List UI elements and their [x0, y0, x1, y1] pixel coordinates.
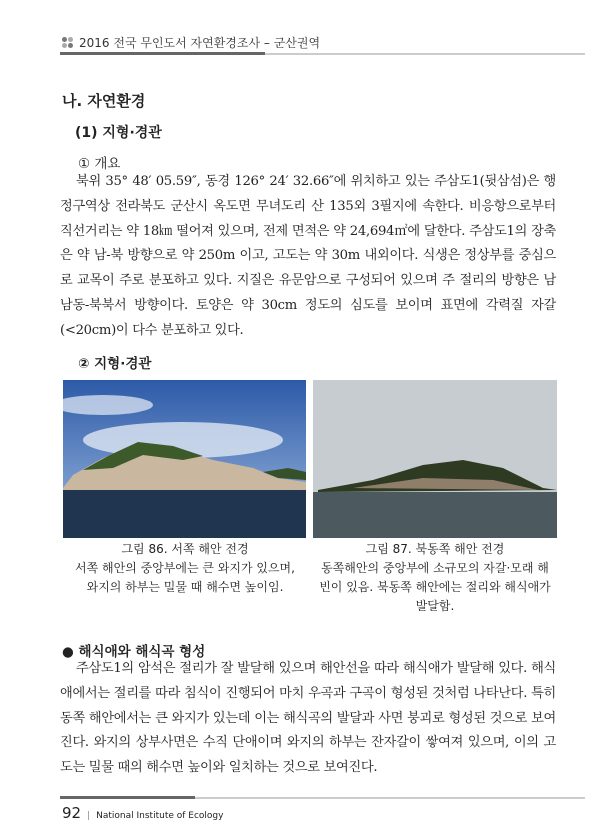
header-dots-icon: [62, 37, 73, 48]
overview-paragraph: 북위 35° 48′ 05.59″, 동경 126° 24′ 32.66″에 위치하고 있는 주삼도1(뒷삼섬)은 행정구역상 전라북도 군산시 옥도면 무녀도리 산 135외 3필지에 속한다. 비응항으로부터 직선거리는 약 18㎞ 떨어져 있으며, 전제 면적은 약 24,694㎡에 달한다. 주삼도1의 장축은 약 남-북 방향으로 약 250m 이고, 고도는 약 30m 내외이다. 식생은 정상부를 중심으로 교목이 주로 분포하고 있다. 지질은 유문암으로 구성되어 있으며 주 절리의 방향은 남남동-북북서 방향이다. 토양은 약 30cm 정도의 심도를 보이며 표면에 각력질 자갈(<20cm)이 다수 분포하고 있다.: [60, 174, 556, 338]
footer-rule-dark: [60, 796, 195, 799]
running-header: [62, 34, 320, 51]
figure-87-caption: 동쪽해안의 중앙부에 소규모의 자갈·모래 해빈이 있음. 북동쪽 해안에는 절리와 해식애가 발달함.: [319, 561, 551, 613]
figure-87-title: 그림 87. 북동쪽 해안 전경: [365, 542, 505, 556]
subsection-title: (1) 지형·경관: [75, 125, 162, 141]
figure-86-caption: 서쪽 해안의 중앙부에는 큰 와지가 있으며, 와지의 하부는 밀물 때 해수면 높이임.: [75, 561, 295, 594]
footer-rule-light: [195, 797, 585, 799]
cliff-heading-text: 해식애와 해식곡 형성: [78, 644, 206, 660]
bullet-icon: ●: [62, 644, 79, 660]
figure-86-title: 그림 86. 서쪽 해안 전경: [121, 542, 249, 556]
footer-separator: |: [87, 811, 91, 821]
landscape-heading: ② 지형·경관: [78, 356, 152, 372]
footer-institute: National Institute of Ecology: [96, 811, 224, 821]
northeast-coast-photo: [313, 380, 557, 538]
page-footer: [62, 804, 223, 822]
header-rule-light: [265, 53, 585, 55]
header-title: 2016 전국 무인도서 자연환경조사 – 군산권역: [79, 36, 321, 50]
header-rule-dark: [60, 52, 265, 55]
west-coast-photo: [63, 380, 306, 538]
overview-heading: ① 개요: [78, 156, 121, 172]
cliff-paragraph: 주삼도1의 암석은 절리가 잘 발달해 있으며 해안선을 따라 해식애가 발달해 있다. 해식애에서는 절리를 따라 침식이 진행되어 마치 우곡과 구곡이 형성된 것처럼 나타난다. 특히 동쪽 해안에서는 큰 와지가 있는데 이는 해식곡의 발달과 사면 붕괴로 형성된 것으로 보여진다. 와지의 상부사면은 수직 단애이며 와지의 하부는 잔자갈이 쌓여져 있으며, 이의 고도는 밀물 때의 해수면 높이와 일치하는 것으로 보여진다.: [60, 661, 556, 776]
figure-87: [310, 540, 560, 616]
figure-86: [60, 540, 310, 597]
section-title: 나. 자연환경: [62, 92, 146, 110]
page-number: 92: [62, 804, 82, 822]
